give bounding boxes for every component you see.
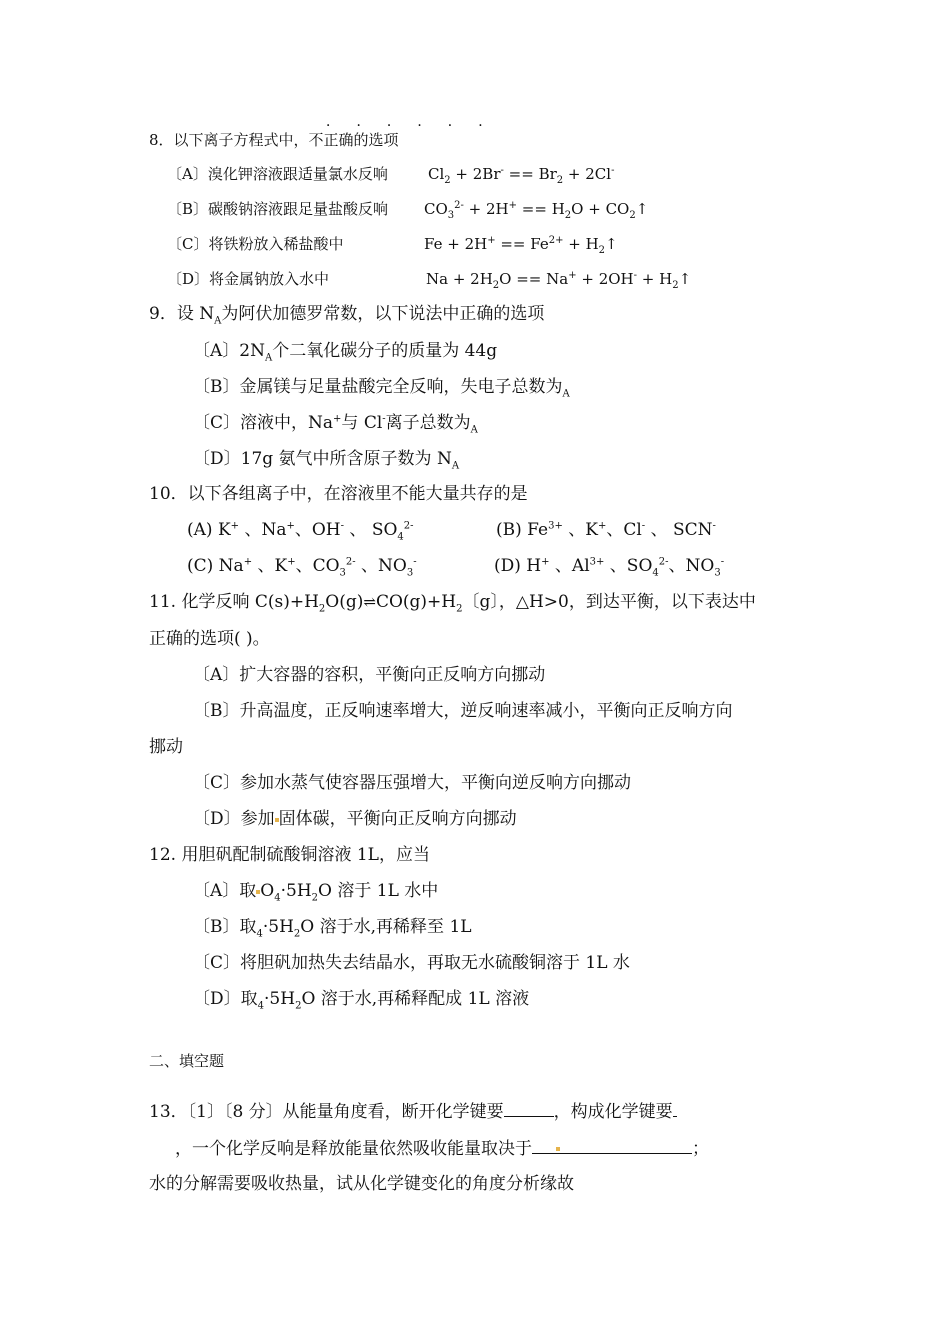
- q10-option-b: (B) $Fe^{3+}$ 、K+、Cl- 、 SCN-: [496, 520, 716, 540]
- q11-option-b-line1: 〔B〕升高温度，正反响速率增大，逆反响速率减小，平衡向正反响方向: [193, 701, 733, 721]
- q8-option-b-equation: $CO_3^{2-} + 2H^+ == H_2O$ + $CO_2↑$: [424, 200, 649, 221]
- q10-option-c: (C) Na+ 、K+、$CO_3^{2-}$ 、$NO_3^-$: [187, 556, 417, 579]
- q9-stem: 9．设 $N_A$为阿伏加德罗常数，以下说法中正确的选项: [149, 304, 545, 327]
- q11-option-a: 〔A〕扩大容器的容积，平衡向正反响方向挪动: [193, 665, 546, 685]
- q10-option-d: (D) H+ 、$Al^{3+}$ 、$SO_4^{2-}$、$NO_3^-$: [494, 556, 725, 579]
- q13-line2: ，一个化学反响是释放能量依然吸收能量取决于 ；: [175, 1139, 709, 1159]
- q13-line1: 13．〔1〕〔8 分〕从能量角度看，断开化学键要 ，构成化学键要: [149, 1100, 677, 1123]
- q13-line3: 水的分解需要吸收热量，试从化学键变化的角度分析缘故: [149, 1174, 574, 1194]
- q12-option-c: 〔C〕将胆矾加热失去结晶水，再取无水硫酸铜溶于 1L 水: [193, 953, 630, 973]
- q8-stem: 8．以下离子方程式中，不正确的选项: [149, 131, 399, 149]
- emphasis-dots: ． ． ． ． ． ．: [326, 114, 499, 130]
- q8-option-a-equation: $Cl_2 + 2Br^- == Br_2 + 2Cl^-$: [428, 165, 615, 186]
- q11-stem-line2: 正确的选项( )。: [149, 629, 270, 649]
- equilibrium-arrow-icon: ⇌: [363, 593, 376, 611]
- q12-stem: 12. 用胆矾配制硫酸铜溶液 1L，应当: [149, 845, 430, 865]
- q9-option-c: 〔C〕溶液中，Na+与 Cl-离子总数为$_A$: [193, 413, 478, 436]
- answer-blank[interactable]: [504, 1100, 554, 1117]
- q8-option-b-label: 〔B〕碳酸钠溶液跟足量盐酸反响: [167, 200, 389, 218]
- q11-option-d: 〔D〕参加 固体碳，平衡向正反响方向挪动: [193, 809, 517, 829]
- answer-blank[interactable]: [532, 1137, 692, 1154]
- q8-option-c-equation: $Fe + 2H^+ == Fe^{2+}$ + $H_2↑$: [424, 235, 618, 256]
- q9-option-b: 〔B〕金属镁与足量盐酸完全反响，失电子总数为$_A$: [193, 377, 570, 400]
- highlight-mark: [556, 1147, 560, 1151]
- q8-option-c-label: 〔C〕将铁粉放入稀盐酸中: [167, 235, 344, 253]
- q12-option-d: 〔D〕取$_4\cdot 5H_2O$ 溶于水,再稀释配成 1L 溶液: [193, 989, 530, 1012]
- q8-option-a-label: 〔A〕溴化钾溶液跟适量氯水反响: [167, 165, 388, 183]
- q9-option-a: 〔A〕$2N_A$个二氧化碳分子的质量为 44g: [193, 341, 498, 364]
- q12-option-a: 〔A〕取 $O_4\cdot 5H_2O$ 溶于 1L 水中: [193, 881, 439, 904]
- answer-blank[interactable]: [673, 1100, 677, 1117]
- q11-option-b-line2: 挪动: [149, 737, 183, 757]
- q10-option-a: (A) K+ 、Na+、OH- 、 $SO_4^{2-}$: [187, 520, 414, 543]
- q10-stem: 10．以下各组离子中，在溶液里不能大量共存的是: [149, 484, 528, 504]
- q11-stem-line1: 11. 化学反响 $C(s)+H_2O(g)\rightleftharpoons CO(g)+H_2$〔g〕，△H>0，到达平衡，以下表达中: [149, 592, 756, 615]
- q12-option-b: 〔B〕取$_4\cdot 5H_2O$ 溶于水,再稀释至 1L: [193, 917, 472, 940]
- q8-option-d-equation: $Na + 2H_2O == Na^+ + 2OH^-$ + $H_2↑$: [426, 270, 692, 291]
- section-heading: 二、填空题: [149, 1052, 225, 1070]
- q8-option-d-label: 〔D〕将金属钠放入水中: [167, 270, 330, 288]
- q9-option-d: 〔D〕17g 氨气中所含原子数为 $N_A$: [193, 449, 460, 472]
- q11-option-c: 〔C〕参加水蒸气使容器压强增大，平衡向逆反响方向挪动: [193, 773, 632, 793]
